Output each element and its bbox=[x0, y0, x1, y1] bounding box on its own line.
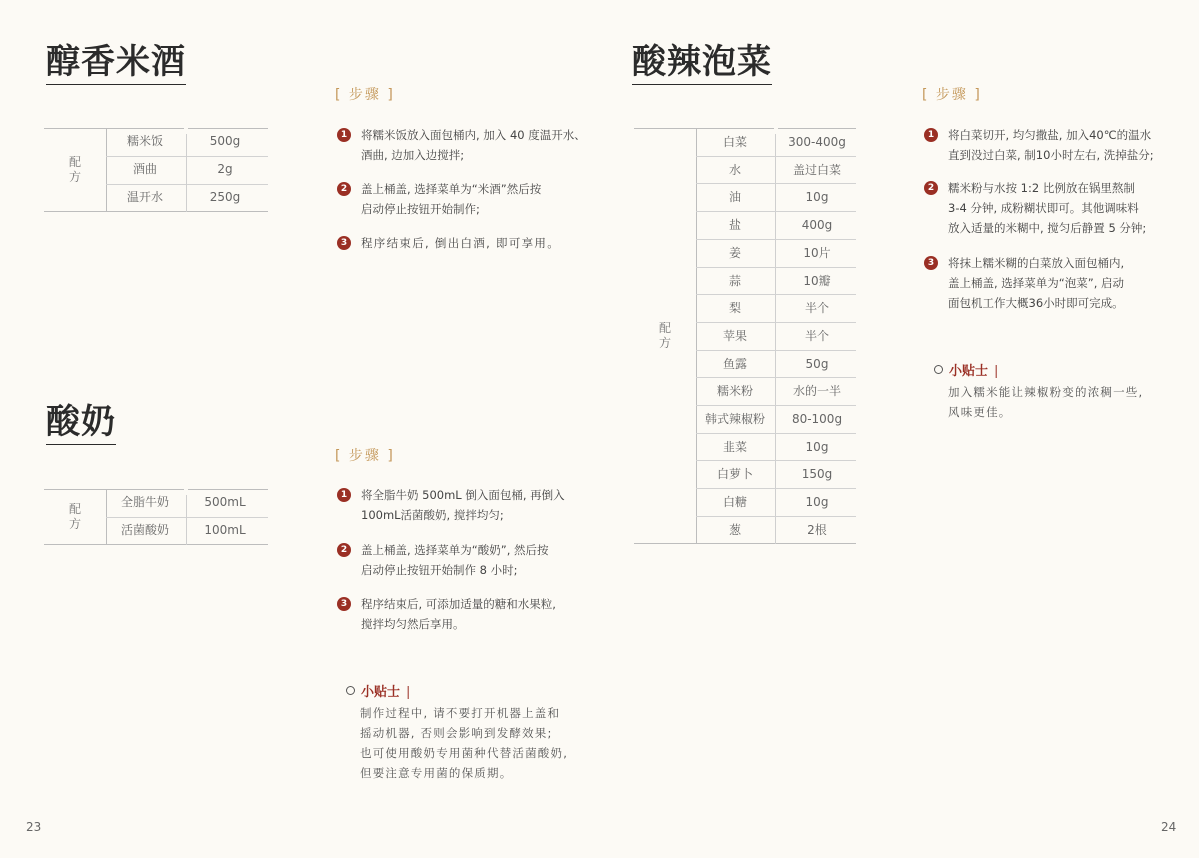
step-item: 2 盖上桶盖, 选择菜单为“米酒”然后按 启动停止按钮开始制作; bbox=[337, 179, 587, 219]
ingredient-amount: 50g bbox=[805, 357, 829, 371]
circle-icon bbox=[346, 686, 355, 695]
tip-heading: 小贴士 | bbox=[346, 681, 410, 700]
ingredient-amount: 150g bbox=[801, 467, 833, 481]
step-item: 3 程序结束后, 倒出白酒, 即可享用。 bbox=[337, 233, 587, 253]
ingredient-name: 白糖 bbox=[722, 495, 747, 509]
ingredient-name: 油 bbox=[728, 190, 741, 204]
ingredient-name: 姜 bbox=[728, 246, 741, 260]
steps-label: [ 步骤 ] bbox=[335, 87, 395, 103]
ingredient-table-kimchi bbox=[634, 128, 856, 544]
step-number-badge: 1 bbox=[924, 128, 938, 142]
ingredient-amount: 10g bbox=[805, 190, 829, 204]
circle-icon bbox=[934, 365, 943, 374]
steps-label: [ 步骤 ] bbox=[335, 448, 395, 464]
step-item: 2 盖上桶盖, 选择菜单为“酸奶”, 然后按 启动停止按钮开始制作 8 小时; bbox=[337, 540, 587, 580]
ingredient-amount: 2根 bbox=[807, 523, 827, 537]
ingredient-name: 韩式辣椒粉 bbox=[704, 412, 765, 426]
ingredient-amount: 半个 bbox=[804, 329, 829, 343]
tip-body: 制作过程中, 请不要打开机器上盖和 摇动机器, 否则会影响到发酵效果; 也可使用酸奶专用菌种代替活菌酸奶, 但要注意专用菌的保质期。 bbox=[360, 706, 569, 780]
step-number-badge: 2 bbox=[924, 181, 938, 195]
step-item: 1 将白菜切开, 均匀撒盐, 加入40℃的温水 直到没过白菜, 制10小时左右, 洗掉盐分; bbox=[924, 125, 1174, 165]
ingredient-amount: 10g bbox=[805, 440, 829, 454]
step-number-badge: 1 bbox=[337, 128, 351, 142]
ingredient-name: 葱 bbox=[728, 523, 741, 537]
step-number-badge: 3 bbox=[337, 236, 351, 250]
step-item: 2 糯米粉与水按 1:2 比例放在锅里熬制 3-4 分钟, 成粉糊状即可。其他调味料 放入适量的米糊中, 搅匀后静置 5 分钟; bbox=[924, 178, 1174, 238]
ingredient-name: 盐 bbox=[728, 218, 741, 232]
formula-label: 配 方 bbox=[44, 128, 107, 212]
ingredient-name: 水 bbox=[728, 163, 741, 177]
recipe-title-rice-wine: 醇香米酒 bbox=[46, 40, 186, 85]
step-number-badge: 2 bbox=[337, 543, 351, 557]
formula-label: 配 方 bbox=[44, 489, 107, 545]
ingredient-name: 韭菜 bbox=[722, 440, 747, 454]
step-item: 1 将全脂牛奶 500mL 倒入面包桶, 再倒入 100mL活菌酸奶, 搅拌均匀; bbox=[337, 485, 587, 525]
step-number-badge: 2 bbox=[337, 182, 351, 196]
ingredient-amount: 400g bbox=[801, 218, 833, 232]
tip-heading: 小贴士 | bbox=[934, 360, 998, 379]
ingredient-amount: 水的一半 bbox=[792, 384, 841, 398]
ingredient-amount: 半个 bbox=[804, 301, 829, 315]
recipe-title-kimchi: 酸辣泡菜 bbox=[632, 40, 772, 85]
ingredient-name: 白萝卜 bbox=[716, 467, 753, 481]
ingredient-table-rice-wine: 配 方 糯米饭 500g 酒曲 2g 温开水 250g bbox=[44, 128, 268, 212]
step-item: 3 程序结束后, 可添加适量的糖和水果粒, 搅拌均匀然后享用。 bbox=[337, 594, 587, 634]
step-number-badge: 1 bbox=[337, 488, 351, 502]
ingredient-amount: 10片 bbox=[803, 246, 831, 260]
step-item: 3 将抹上糯米糊的白菜放入面包桶内, 盖上桶盖, 选择菜单为“泡菜”, 启动 面包机工作大概36小时即可完成。 bbox=[924, 253, 1174, 313]
ingredient-amount: 10g bbox=[805, 495, 829, 509]
tip-body: 加入糯米能让辣椒粉变的浓稠一些, 风味更佳。 bbox=[948, 385, 1144, 419]
ingredient-name: 糯米粉 bbox=[716, 384, 753, 398]
step-item: 1 将糯米饭放入面包桶内, 加入 40 度温开水、 酒曲, 边加入边搅拌; bbox=[337, 125, 587, 165]
formula-label: 配 方 bbox=[634, 128, 697, 544]
recipe-title-yogurt: 酸奶 bbox=[46, 400, 116, 445]
page-number: 23 bbox=[26, 820, 42, 834]
ingredient-name: 白菜 bbox=[722, 135, 747, 149]
step-number-badge: 3 bbox=[337, 597, 351, 611]
step-number-badge: 3 bbox=[924, 256, 938, 270]
ingredient-name: 蒜 bbox=[728, 274, 741, 288]
ingredient-table-yogurt: 配 方 全脂牛奶 500mL 活菌酸奶 100mL bbox=[44, 489, 268, 545]
ingredient-name: 苹果 bbox=[722, 329, 747, 343]
ingredient-amount: 10瓣 bbox=[803, 274, 831, 288]
ingredient-name: 梨 bbox=[728, 301, 741, 315]
steps-label: [ 步骤 ] bbox=[922, 87, 982, 103]
ingredient-amount: 盖过白菜 bbox=[792, 163, 841, 177]
ingredient-amount: 300-400g bbox=[788, 135, 846, 149]
ingredient-name: 鱼露 bbox=[722, 357, 747, 371]
page-number: 24 bbox=[1161, 820, 1177, 834]
ingredient-amount: 80-100g bbox=[791, 412, 843, 426]
